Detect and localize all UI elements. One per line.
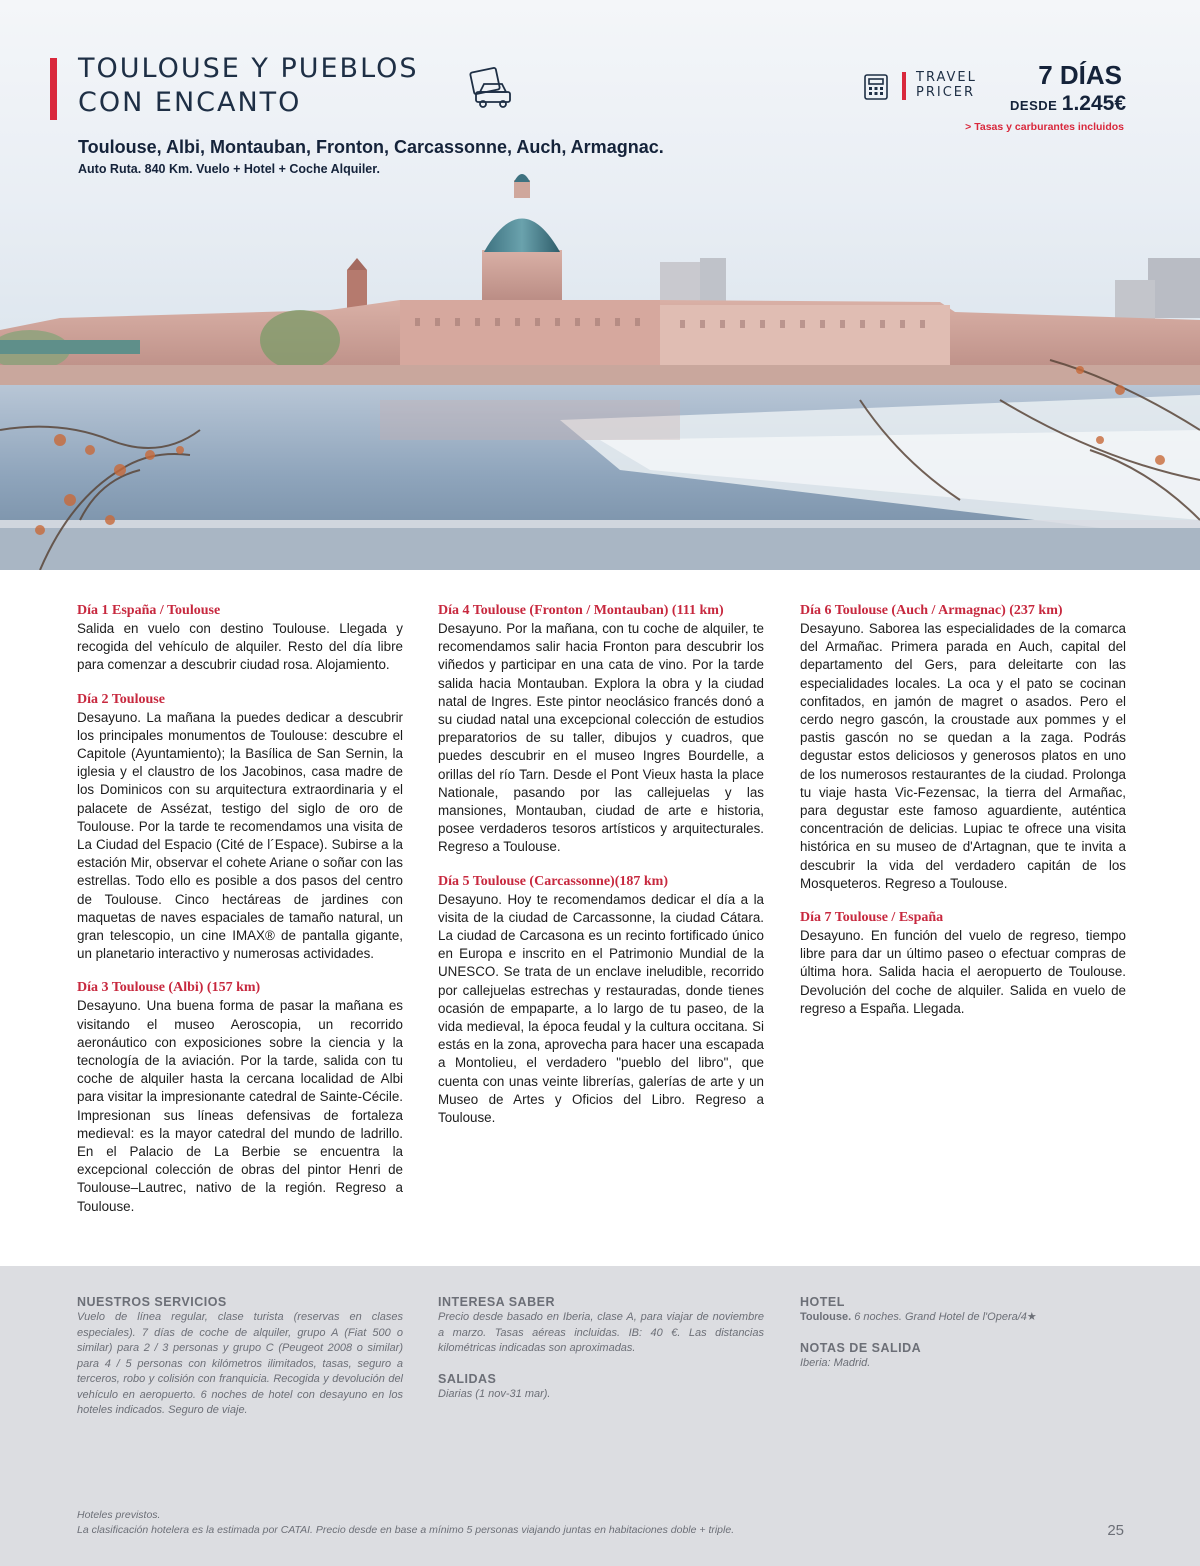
- itinerary-day: [77, 979, 403, 1215]
- notes-block: [800, 1340, 1126, 1372]
- title-accent-bar: [50, 58, 57, 120]
- itinerary-day: [800, 602, 1126, 893]
- travel-pricer-logo: [916, 70, 977, 100]
- notes-heading: NOTAS DE SALIDA: [800, 1340, 922, 1355]
- hotel-city: Toulouse.: [800, 1311, 852, 1323]
- route-cities: Toulouse, Albi, Montauban, Fronton, Carcassonne, Auch, Armagnac.: [78, 137, 664, 157]
- day-title: Día 1 España / Toulouse: [77, 603, 221, 618]
- itinerary-day: [438, 873, 764, 1128]
- services-heading: NUESTROS SERVICIOS: [77, 1295, 227, 1309]
- price-value: 1.245€: [1061, 92, 1126, 115]
- hotel-text: [800, 1310, 1126, 1326]
- day-text: Desayuno. Hoy te recomendamos dedicar el día a la visita de la ciudad de Carcassonne, la ciudad Cátara. La ciudad de Carcasona es un recinto fortificado único en Europa e inscrito en el Patrimonio Mundial de la UNESCO. Se trata de un enclave ineludible, recorrido por callejuelas estrechas y restauradas, donde tienes ocasión de empaparte, a lo largo de tu paseo, de la vida medieval, la época feudal y la cultura occitana. Si estás en la zona, aprovecha para hacer una escapada a Montolieu, el verdadero "pueblo del libro", que cuenta con unas veinte librerías, galerías de arte y un Museo de Artes y Oficios del Libro. Regreso a Toulouse.: [438, 891, 764, 1126]
- hero-image: [0, 0, 1200, 570]
- day-text: Desayuno. En función del vuelo de regreso, tiempo libre para dar un último paseo o efectuar compras de última hora. Salida hacia el aeropuerto de Toulouse. Devolución del coche de alquiler. Salida en vuelo de regreso a España. Llegada.: [800, 928, 1126, 1016]
- day-title: Día 2 Toulouse: [77, 691, 165, 707]
- hotel-column: [800, 1294, 1126, 1385]
- calculator-icon: [862, 73, 890, 101]
- interest-column: [438, 1294, 764, 1416]
- itinerary-column-1: [77, 602, 403, 1232]
- day-text: Desayuno. Por la mañana, con tu coche de alquiler, te recomendamos salir hacia Fronton para descubrir los viñedos y participar en una cata de vino. Por la tarde salida hacia Montauban. Explora la obra y la ciudad natal de Ingres. Este pintor neoclásico francés donó a su ciudad natal una excepcional colección de estudios preparatorios de su taller, dibujos y cuadros, que puedes descubrir en el museo Ingres Bourdelle, a orillas del río Tarn. Desde el Pont Vieux hasta la place Nationale, pasando por las callejuelas y las mansiones, Montauban, ciudad de arte e historia, posee verdaderos tesoros artísticos y arquitecturales. Regreso a Toulouse.: [438, 621, 764, 855]
- pricer-line-1: TRAVEL: [916, 70, 977, 85]
- itinerary-column-3: [800, 602, 1126, 1034]
- interest-text: Precio desde basado en Iberia, clase A, para viajar de noviembre a marzo. Tasas aéreas incluidas. IB: 40 €. Las distancias kilométricas indicadas son aproximadas.: [438, 1311, 764, 1354]
- departures-block: [438, 1371, 764, 1403]
- day-text: Desayuno. Saborea las especialidades de la comarca del Armañac. Primera parada en Auch, capital del departamento del Gers, para deleitarte con las especialidades locales. La oca y el pato se cocinan confitados, en jamón de magret o asados. Pero el cerdo negro gascón, la croustade aux pommes y el pastis gascón no se quedan a la zaga. Podrás degustar estos deliciosos y generosos platos en uno de los numerosos restaurantes de la ciudad. Prolonga tu viaje hasta Vic-Fezensac, la tierra del Armañac, para degustar este famoso aguardiente, auténtica concentración de delicias. Lupiac te ofrece una visita histórica en su museo de d'Artagnan, que te invita a descubrir la vida del verdadero capitán de los Mosqueteros. Regreso a Toulouse.: [800, 621, 1126, 891]
- info-section: [0, 1266, 1200, 1566]
- hotel-heading: HOTEL: [800, 1295, 845, 1309]
- price-block: [1010, 92, 1126, 116]
- hotel-block: [800, 1294, 1126, 1326]
- page-number: 25: [1107, 1522, 1124, 1539]
- taxes-note: > Tasas y carburantes incluidos: [965, 121, 1124, 133]
- footnote: [77, 1508, 734, 1538]
- day-title: Día 3 Toulouse (Albi) (157 km): [77, 980, 261, 996]
- services-column: [77, 1294, 403, 1433]
- day-title: Día 7 Toulouse / España: [800, 910, 944, 926]
- trip-duration: 7 DÍAS: [1038, 60, 1122, 90]
- interest-heading: INTERESA SABER: [438, 1295, 555, 1309]
- services-text: Vuelo de línea regular, clase turista (reservas en clases especiales). 7 días de coche de alquiler, grupo A (Fiat 500 o similar) para 2 / 3 personas y grupo C (Peugeot 2008 o similar) para 4 / 5 personas con kilómetros ilimitados, tasas, seguro a terceros, robo y colisión con franquicia. Recogida y devolución del vehículo en aeropuerto. 6 noches de hotel con desayuno en los hoteles indicados. Seguro de viaje.: [77, 1311, 403, 1416]
- title-line-2: CON ENCANTO: [78, 87, 302, 118]
- pricer-line-2: PRICER: [916, 85, 976, 100]
- itinerary-day: [77, 691, 403, 964]
- departures-heading: SALIDAS: [438, 1371, 497, 1386]
- day-title: Día 4 Toulouse (Fronton / Montauban) (111 km): [438, 603, 724, 618]
- itinerary-day: [77, 602, 403, 675]
- itinerary-day: [800, 909, 1126, 1018]
- day-title: Día 5 Toulouse (Carcassonne)(187 km): [438, 873, 668, 889]
- services-block: [77, 1294, 403, 1419]
- trip-type: Auto Ruta. 840 Km. Vuelo + Hotel + Coche Alquiler.: [78, 162, 380, 176]
- day-text: Desayuno. La mañana la puedes dedicar a descubrir los principales monumentos de Toulouse: descubre el Capitole (Ayuntamiento); la Basílica de San Sernin, la iglesia y el claustro de los Jacobinos, casa madre de los Dominicos con su arquitectura extraordinaria y el palacete de Assézat, testigo del siglo de oro de Toulouse. Por la tarde te recomendamos una visita de La Ciudad del Espacio (Cité de l´Espace). Subirse a la estación Mir, observar el cohete Ariane o soñar con las estrellas. Todo ello es posible a dos pasos del centro de Toulouse. Cinco hectáreas de jardines con maquetas de naves espaciales de tamaño natural, un gran telescopio, un cine IMAX® de pantalla gigante, un planetario interactivo y numerosas actividades.: [77, 709, 403, 962]
- pricer-accent-bar: [902, 72, 906, 100]
- price-label: DESDE: [1010, 98, 1058, 113]
- footnote-line-1: Hoteles previstos.: [77, 1509, 161, 1521]
- notes-text: Iberia: Madrid.: [800, 1356, 871, 1369]
- itinerary-day: [438, 602, 764, 857]
- interest-block: [438, 1294, 764, 1357]
- itinerary-column-2: [438, 602, 764, 1143]
- title-line-1: TOULOUSE Y PUEBLOS: [78, 53, 419, 84]
- day-text: Desayuno. Una buena forma de pasar la mañana es visitando el museo Aeroscopia, un recorrido aeronáutico con exposiciones sobre la ciencia y la tecnología de la aviación. Por la tarde, salida con tu coche de alquiler hasta la cercana localidad de Albi para visitar la impresionante catedral de Sainte-Cécile. Impresionan sus líneas defensivas de fortaleza medieval: es la mayor catedral del mundo de ladrillo. En el Palacio de La Berbie se encuentra la excepcional colección de obras del pintor Henri de Toulouse–Lautrec, nativo de la región. Regreso a Toulouse.: [77, 998, 403, 1214]
- hotel-details: 6 noches. Grand Hotel de l'Opera/4★: [854, 1311, 1037, 1323]
- day-text: Salida en vuelo con destino Toulouse. Llegada y recogida del vehículo de alquiler. Resto del día libre para comenzar a descubrir ciudad rosa. Alojamiento.: [77, 621, 403, 673]
- footnote-line-2: La clasificación hotelera es la estimada por CATAI. Precio desde en base a mínimo 5 personas viajando juntas en habitaciones doble + triple.: [77, 1524, 735, 1536]
- day-title: Día 6 Toulouse (Auch / Armagnac) (237 km): [800, 603, 1063, 618]
- page-title: [78, 52, 419, 120]
- car-rental-icon: [466, 64, 518, 114]
- departures-text: Diarias (1 nov-31 mar).: [438, 1387, 551, 1400]
